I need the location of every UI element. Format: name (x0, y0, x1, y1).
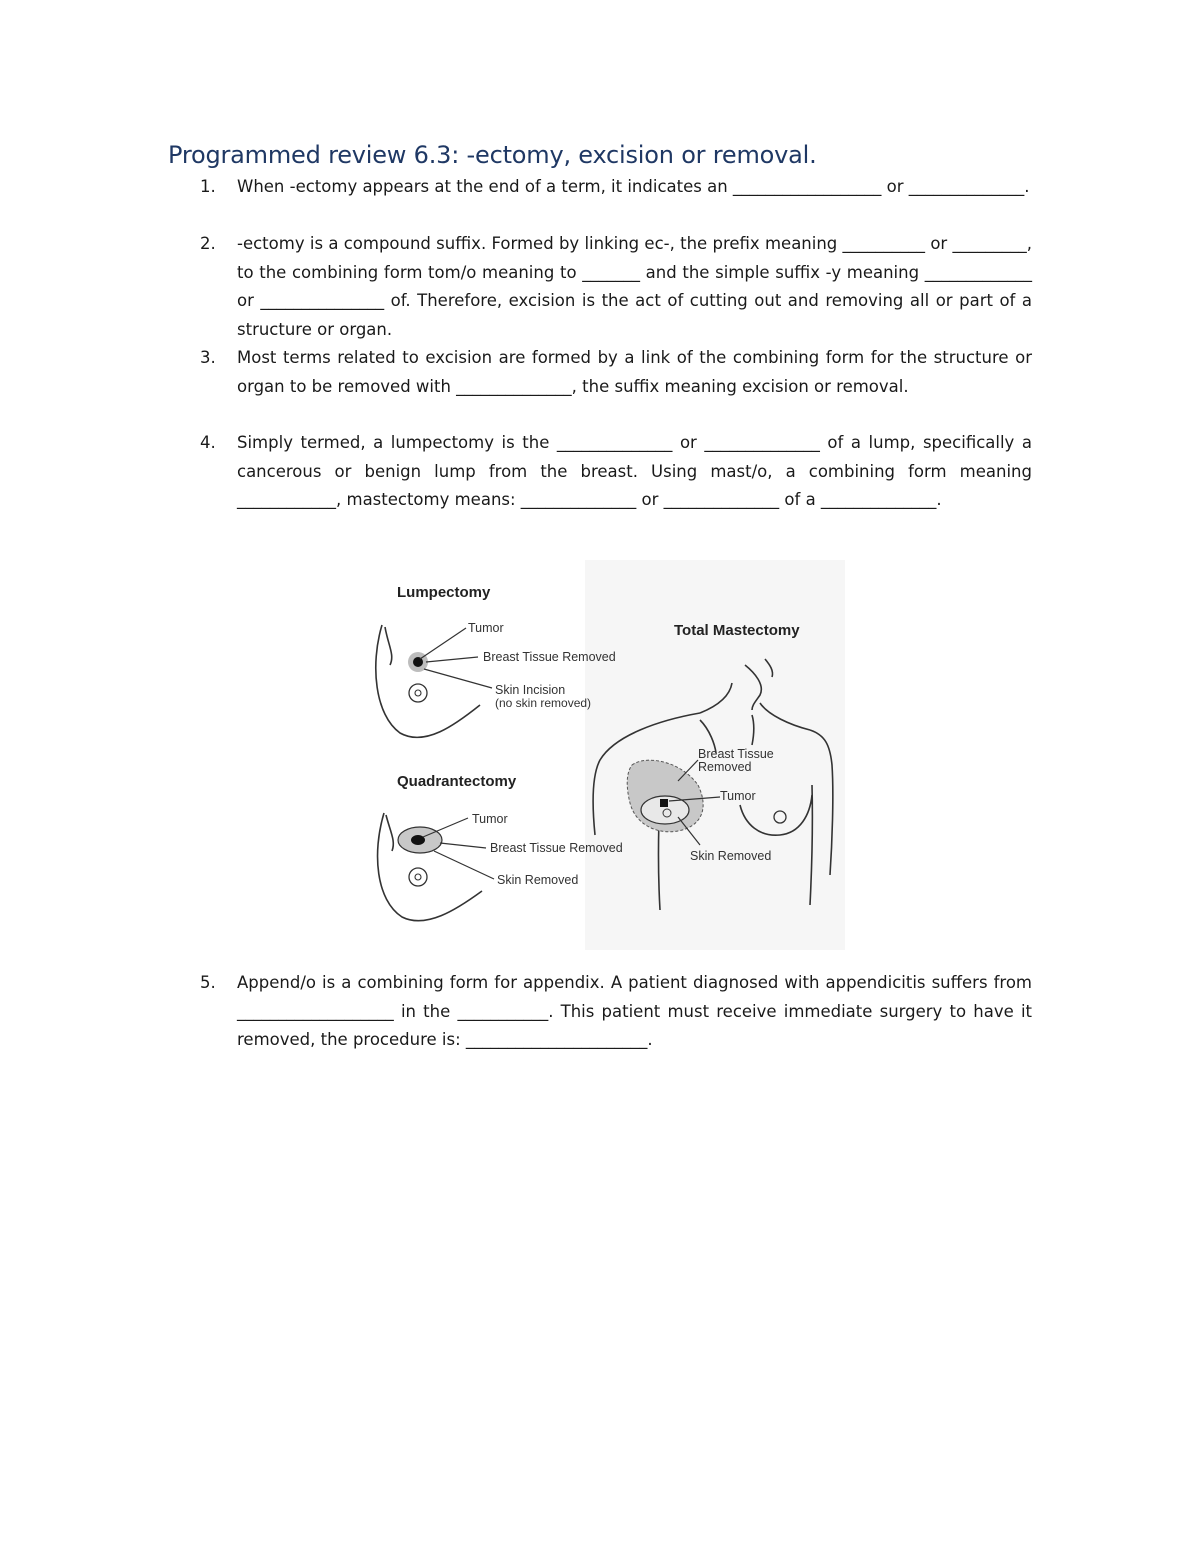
page-title: Programmed review 6.3: -ectomy, excision or removal. (168, 141, 817, 169)
question-number: 4. (200, 433, 216, 452)
question-number: 1. (200, 177, 216, 196)
surgery-figure (360, 555, 850, 955)
question-5 (200, 969, 1032, 1055)
question-number: 3. (200, 348, 216, 367)
question-2 (200, 230, 1032, 344)
mastectomy-skin-label: Skin Removed (690, 849, 772, 863)
question-4 (200, 429, 1032, 515)
quadrantectomy-tumor-label: Tumor (472, 812, 508, 826)
lumpectomy-leader-lines (420, 628, 492, 688)
question-text: Most terms related to excision are formed by a link of the combining form for the structure or organ to be removed with ______________, the suffix meaning excision or removal. (237, 348, 1032, 396)
quadrantectomy-heading: Quadrantectomy (397, 773, 517, 790)
question-1 (200, 173, 1032, 202)
question-3 (200, 344, 1032, 401)
lumpectomy-incision-label: Skin Incision (495, 683, 566, 697)
lumpectomy-tumor-label: Tumor (468, 621, 504, 635)
lumpectomy-tissue-label: Breast Tissue Removed (483, 650, 616, 664)
mastectomy-heading: Total Mastectomy (674, 622, 800, 639)
question-number: 5. (200, 973, 216, 992)
question-text: Append/o is a combining form for appendix. A patient diagnosed with appendicitis suffers from ___________________ in the ___________. This patient must receive immediate surgery to have it removed, the procedure is: ______________________. (237, 973, 1032, 1050)
lumpectomy-incision-note: (no skin removed) (495, 696, 592, 710)
question-text: When -ectomy appears at the end of a term, it indicates an __________________ or ______________. (237, 177, 1030, 196)
mastectomy-tissue-label-2: Removed (698, 760, 752, 774)
mastectomy-tissue-label-1: Breast Tissue (698, 747, 774, 761)
quadrantectomy-tissue-label: Breast Tissue Removed (490, 841, 623, 855)
question-text: -ectomy is a compound suffix. Formed by linking ec-, the prefix meaning __________ or _________, to the combining form tom/o meaning to _______ and the simple suffix -y meaning _____________ or _______________ of. Therefore, excision is the act of cutting out and removing all or part of a structure or organ. (237, 234, 1032, 339)
question-number: 2. (200, 234, 216, 253)
surgery-diagram (360, 555, 850, 955)
mastectomy-tumor-label: Tumor (720, 789, 756, 803)
question-text: Simply termed, a lumpectomy is the ______________ or ______________ of a lump, specifically a cancerous or benign lump from the breast. Using mast/o, a combining form meaning ____________, mastectomy means: ______________ or ______________ of a ______________. (237, 433, 1032, 510)
quadrantectomy-skin-label: Skin Removed (497, 873, 579, 887)
lumpectomy-heading: Lumpectomy (397, 584, 491, 601)
mastectomy-tumor (660, 799, 668, 807)
lumpectomy-breast-drawing (376, 625, 480, 737)
